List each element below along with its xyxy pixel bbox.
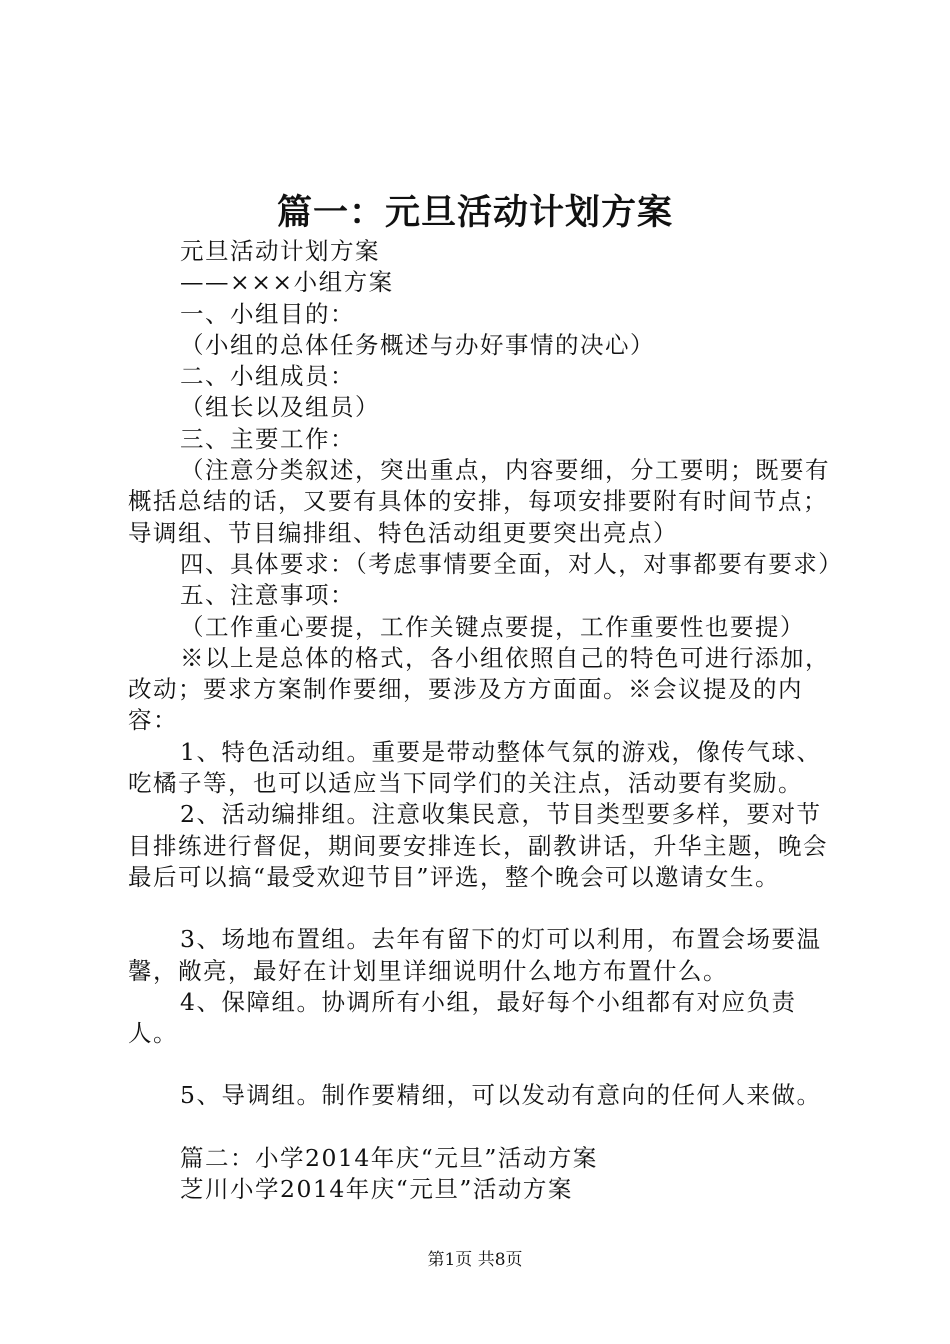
blank-line: [128, 893, 843, 924]
paragraph-group-plan: ——×××小组方案: [180, 268, 394, 297]
document-title: 篇一：元旦活动计划方案: [276, 192, 673, 233]
document-body: [128, 236, 843, 1205]
paragraph-section-5: 五、注意事项：: [180, 581, 355, 610]
paragraph-section-3: 三、主要工作：: [180, 424, 355, 453]
blank-line: [128, 1112, 843, 1143]
paragraph-section-2-note: （组长以及组员）: [180, 393, 380, 422]
paragraph-plan-heading: 元旦活动计划方案: [180, 237, 380, 265]
blank-line: [128, 1049, 843, 1080]
paragraph-section-4: 四、具体要求：（考虑事情要全面，对人，对事都要有要求）: [180, 549, 844, 578]
paragraph-section-2: 二、小组成员：: [180, 362, 355, 391]
paragraph-section-1: 一、小组目的：: [180, 299, 355, 328]
paragraph-item-4: 4、保障组。协调所有小组，最好每个小组都有对应负责人。: [128, 987, 797, 1048]
paragraph-section-5-note: （工作重心要提，工作关键点要提，工作重要性也要提）: [180, 612, 805, 641]
paragraph-item-2: 2、活动编排组。注意收集民意，节目类型要多样，要对节目排练进行督促，期间要安排连长，副教讲话，升华主题，晚会最后可以搞“最受欢迎节目”评选，整个晚会可以邀请女生。: [128, 800, 828, 891]
page-footer: 第1页 共8页: [427, 1250, 523, 1270]
paragraph-section-3-note: （注意分类叙述，突出重点，内容要细，分工要明；既要有概括总结的话，又要有具体的安排，每项安排要附有时间节点；导调组、节目编排组、特色活动组更要突出亮点）: [128, 456, 830, 547]
paragraph-part-2-title: 篇二：小学2014年庆“元旦”活动方案: [180, 1143, 598, 1172]
paragraph-item-3: 3、场地布置组。去年有留下的灯可以利用，布置会场要温馨，敞亮，最好在计划里详细说明什么地方布置什么。: [128, 925, 822, 985]
paragraph-item-1: 1、特色活动组。重要是带动整体气氛的游戏，像传气球、吃橘子等，也可以适应当下同学们的关注点，活动要有奖励。: [128, 737, 822, 798]
paragraph-item-5: 5、导调组。制作要精细，可以发动有意向的任何人来做。: [180, 1081, 822, 1110]
paragraph-format-note: ※以上是总体的格式，各小组依照自己的特色可进行添加，改动；要求方案制作要细，要涉及方方面面。※会议提及的内容：: [128, 643, 830, 735]
paragraph-part-2-subtitle: 芝川小学2014年庆“元旦”活动方案: [180, 1175, 573, 1204]
paragraph-section-1-note: （小组的总体任务概述与办好事情的决心）: [180, 330, 655, 359]
